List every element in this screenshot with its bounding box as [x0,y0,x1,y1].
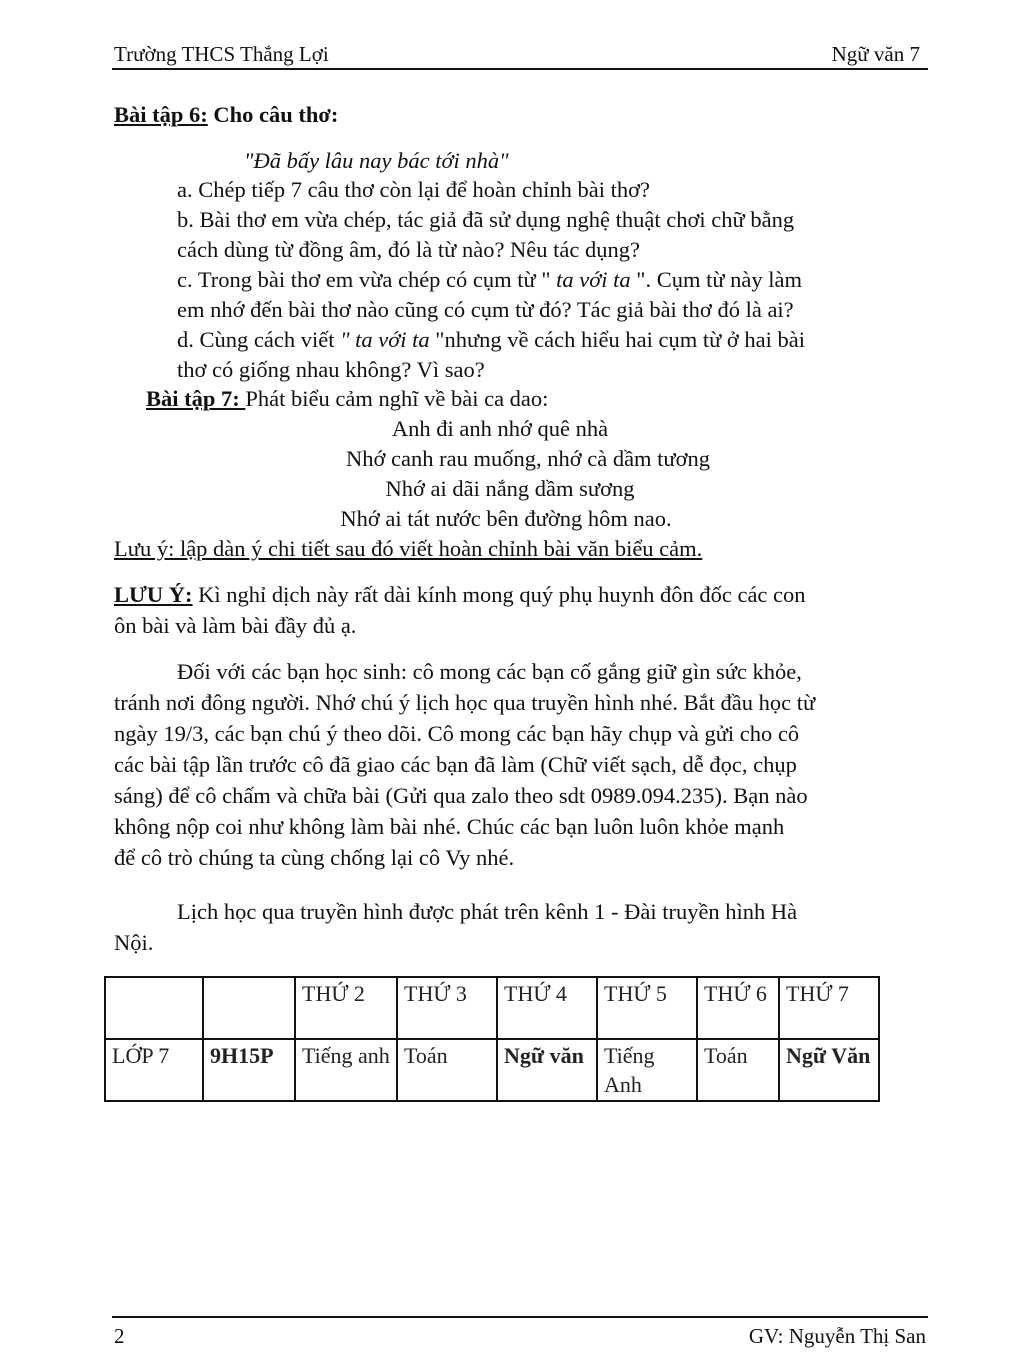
schedule-header-cell [105,977,203,1039]
notice-para-2-line5: sáng) để cô chấm và chữa bài (Gửi qua zalo theo sdt 0989.094.235). Bạn nào [114,783,808,808]
exercise-7-label: Bài tập 7: [146,386,246,411]
exercise-6-a: a. Chép tiếp 7 câu thơ còn lại để hoàn chỉnh bài thơ? [177,177,651,202]
notice-para-2-line3: ngày 19/3, các bạn chú ý theo dõi. Cô mong các bạn hãy chụp và gửi cho cô [114,721,800,746]
notice-para-2-line4: các bài tập lần trước cô đã giao các bạn đã làm (Chữ viết sạch, dễ đọc, chụp [114,752,797,777]
exercise-6-label: Bài tập 6: [114,102,208,127]
exercise-6-heading [114,100,338,130]
exercise-6-c-post: ". Cụm từ này làm [630,267,803,292]
notice-para-1-line1 [114,580,806,610]
exercise-7-title: Phát biểu cảm nghĩ về bài ca dao: [245,386,549,411]
notice-para-3-line1: Lịch học qua truyền hình được phát trên kênh 1 - Đài truyền hình Hà [177,899,798,924]
notice-label: LƯU Ý: [114,582,193,607]
schedule-subject-cell: Toán [697,1039,779,1101]
schedule-subject-cell: Ngữ Văn [779,1039,879,1101]
schedule-row-class-7 [105,1039,879,1101]
header-subject: Ngữ văn 7 [831,42,920,66]
schedule-subject-cell: Ngữ văn [497,1039,597,1101]
exercise-6-c-emphasis: ta với ta [550,267,631,292]
header-rule [112,68,928,70]
exercise-6-c-pre: c. Trong bài thơ em vừa chép có cụm từ " [177,267,551,292]
schedule-header-cell [203,977,295,1039]
exercise-7-heading [146,384,548,414]
schedule-subject-cell: Tiếng anh [295,1039,397,1101]
poem-line-1: Anh đi anh nhớ quê nhà [391,416,609,441]
poem-line-4: Nhớ ai tát nước bên đường hôm nao. [340,506,672,531]
schedule-header-cell: THỨ 5 [597,977,697,1039]
exercise-6-b-line1: b. Bài thơ em vừa chép, tác giả đã sử dụng nghệ thuật chơi chữ bằng [177,207,795,232]
schedule-header-cell: THỨ 2 [295,977,397,1039]
schedule-header-cell: THỨ 6 [697,977,779,1039]
schedule-table [104,976,880,1102]
exercise-6-d-line2: thơ có giống nhau không? Vì sao? [177,357,485,382]
exercise-6-d-line1 [177,325,805,355]
poem-line-2: Nhớ canh rau muống, nhớ cà dầm tương [345,446,711,471]
notice-para-1-text: Kì nghỉ dịch này rất dài kính mong quý phụ huynh đôn đốc các con [192,582,806,607]
schedule-time-cell: 9H15P [203,1039,295,1101]
notice-para-2-line6: không nộp coi như không làm bài nhé. Chúc các bạn luôn luôn khỏe mạnh [114,814,785,839]
footer-rule [112,1316,928,1318]
exercise-6-title: Cho câu thơ: [207,102,339,127]
exercise-7-note: Lưu ý: lập dàn ý chi tiết sau đó viết hoàn chỉnh bài văn biểu cảm. [114,536,703,561]
notice-para-2-line7: để cô trò chúng ta cùng chống lại cô Vy nhé. [114,845,515,870]
poem-line-3: Nhớ ai dãi nắng dầm sương [385,476,635,501]
exercise-6-c-line2: em nhớ đến bài thơ nào cũng có cụm từ đó? Tác giả bài thơ đó là ai? [177,297,794,322]
schedule-subject-cell: Toán [397,1039,497,1101]
exercise-6-quote: "Đã bấy lâu nay bác tới nhà" [244,148,509,173]
exercise-6-d-emphasis: " ta với ta [340,327,430,352]
schedule-header-cell: THỨ 7 [779,977,879,1039]
footer-teacher: GV: Nguyễn Thị San [748,1324,926,1348]
notice-para-3-line2: Nội. [114,930,154,955]
notice-para-2-line1: Đối với các bạn học sinh: cô mong các bạn cố gắng giữ gìn sức khỏe, [177,659,802,684]
notice-para-1-line2: ôn bài và làm bài đầy đủ ạ. [114,613,357,638]
header-school: Trường THCS Thắng Lợi [114,42,329,66]
exercise-6-b-line2: cách dùng từ đồng âm, đó là từ nào? Nêu tác dụng? [177,237,640,262]
exercise-6-c-line1 [177,265,802,295]
notice-para-2-line2: tránh nơi đông người. Nhớ chú ý lịch học qua truyền hình nhé. Bắt đầu học từ [114,690,816,715]
schedule-class-cell: LỚP 7 [105,1039,203,1101]
footer-page-number: 2 [114,1324,125,1348]
schedule-header-row [105,977,879,1039]
schedule-subject-cell: Tiếng Anh [597,1039,697,1101]
schedule-header-cell: THỨ 3 [397,977,497,1039]
exercise-6-d-pre: d. Cùng cách viết [177,327,341,352]
schedule-header-cell: THỨ 4 [497,977,597,1039]
exercise-6-d-post: "nhưng về cách hiểu hai cụm từ ở hai bài [429,327,806,352]
